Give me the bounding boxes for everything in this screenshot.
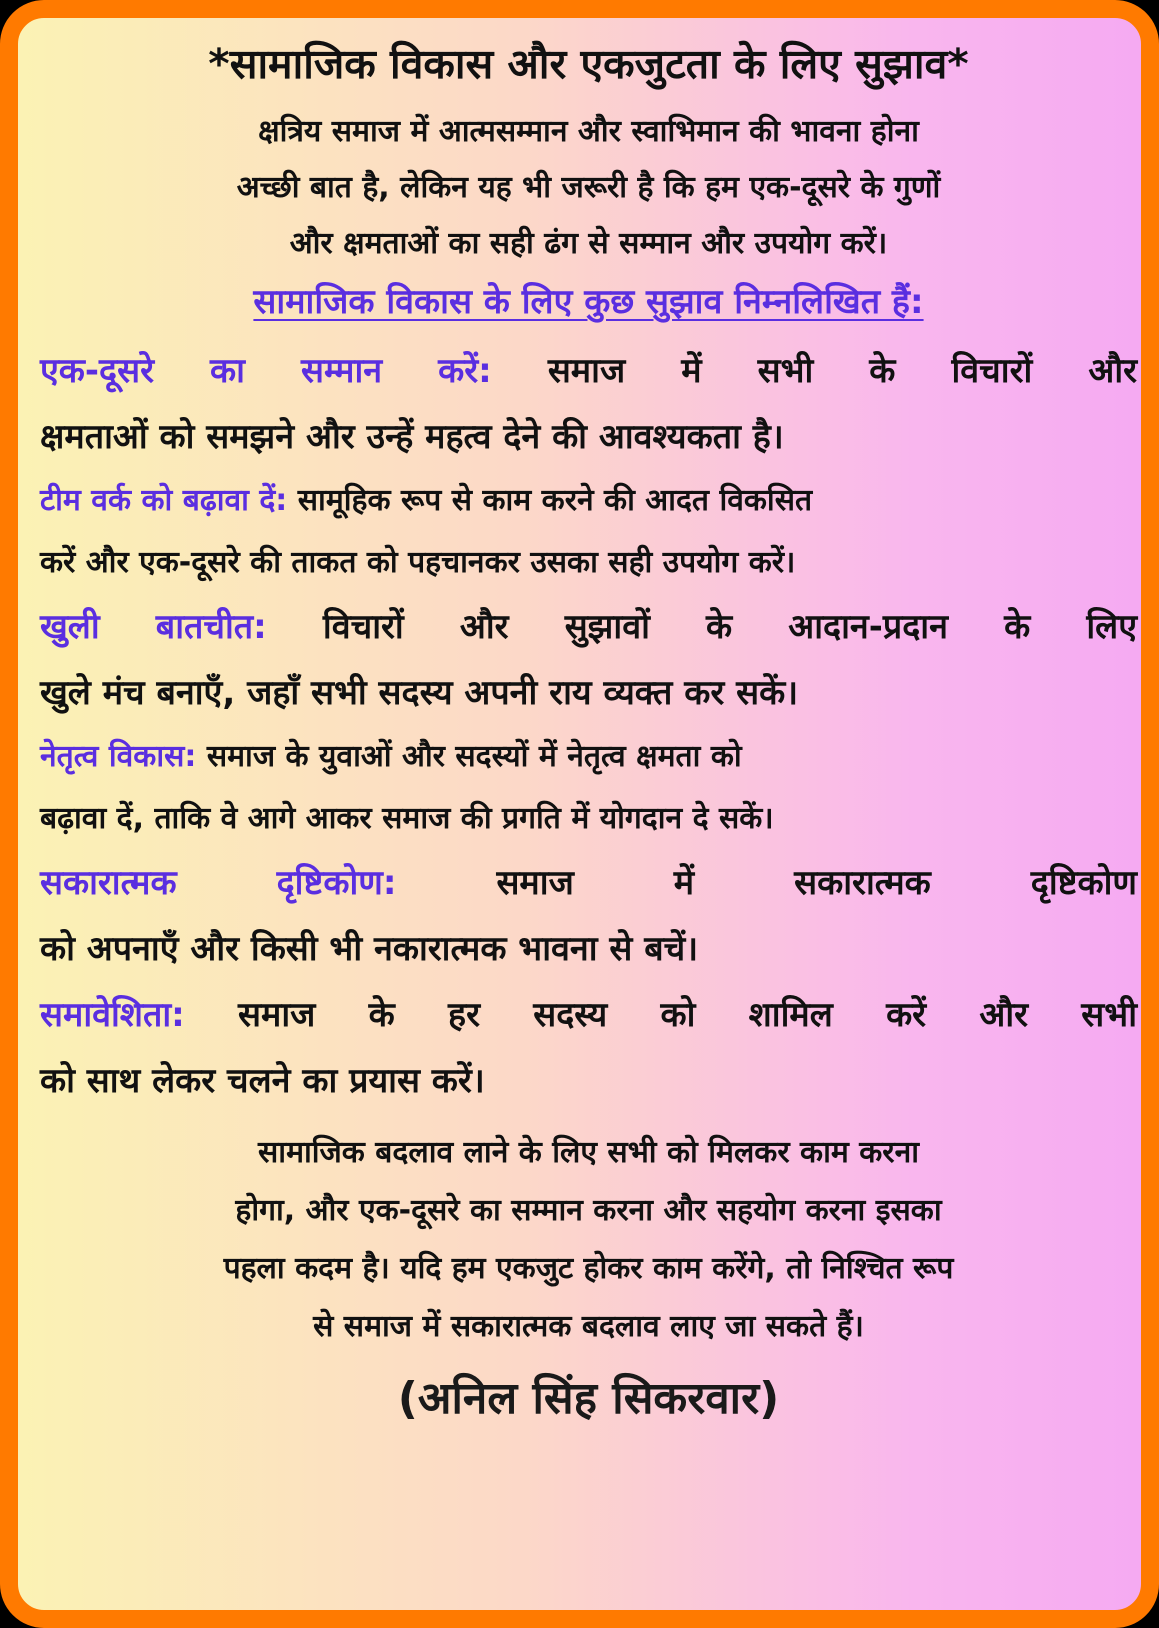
closing-line: होगा, और एक-दूसरे का सम्मान करना और सहयोग करना इसका [235,1193,942,1228]
suggestion-term: समावेशिता: [40,995,185,1035]
intro-line: क्षत्रिय समाज में आत्मसम्मान और स्वाभिमान की भावना होना [258,114,919,149]
suggestion-term: सकारात्मक दृष्टिकोण: [40,863,397,903]
suggestion-text: समाज में सकारात्मक दृष्टिकोण [496,863,1137,903]
closing-line: से समाज में सकारात्मक बदलाव लाए जा सकते हैं। [313,1309,864,1344]
page-title: *सामाजिक विकास और एकजुटता के लिए सुझाव* [208,40,969,88]
intro-line: अच्छी बात है, लेकिन यह भी जरूरी है कि हम एक-दूसरे के गुणों [236,170,941,205]
suggestion-term: खुली बातचीत: [40,607,267,647]
suggestion-leadership [40,726,1137,850]
author-signature: (अनिल सिंह सिकरवार) [397,1373,780,1424]
suggestion-text: समाज के युवाओं और सदस्यों में नेतृत्व क्षमता को [206,739,742,774]
suggestion-line [40,338,1137,404]
suggestion-line: बढ़ावा दें, ताकि वे आगे आकर समाज की प्रगति में योगदान दे सकें। [40,801,774,836]
closing-paragraph [40,1124,1137,1356]
closing-line: सामाजिक बदलाव लाने के लिए सभी को मिलकर काम करना [258,1135,919,1170]
suggestion-term: टीम वर्क को बढ़ावा दें: [40,483,288,518]
suggestion-line [40,470,1137,532]
suggestion-term: नेतृत्व विकास: [40,739,197,774]
suggestion-teamwork [40,470,1137,594]
suggestion-text: समाज में सभी के विचारों और [547,351,1138,391]
suggestion-text: सामूहिक रूप से काम करने की आदत विकसित [297,483,813,518]
suggestion-respect [40,338,1137,470]
suggestion-line: करें और एक-दूसरे की ताकत को पहचानकर उसका सही उपयोग करें। [40,545,796,580]
intro-line: और क्षमताओं का सही ढंग से सम्मान और उपयोग करें। [289,226,888,261]
suggestion-line: खुले मंच बनाएँ, जहाँ सभी सदस्य अपनी राय व्यक्त कर सकें। [40,673,799,713]
suggestion-positive-attitude [40,850,1137,982]
suggestion-line [40,850,1137,916]
suggestion-text: समाज के हर सदस्य को शामिल करें और सभी [238,995,1137,1035]
suggestion-line [40,982,1137,1048]
suggestion-open-dialogue [40,594,1137,726]
intro-paragraph [40,104,1137,272]
suggestion-line: को साथ लेकर चलने का प्रयास करें। [40,1061,485,1101]
poster-content [40,32,1137,1434]
suggestion-line [40,594,1137,660]
suggestion-line: को अपनाएँ और किसी भी नकारात्मक भावना से बचें। [40,929,699,969]
suggestion-text: विचारों और सुझावों के आदान-प्रदान के लिए [322,607,1137,647]
suggestions-subheading: सामाजिक विकास के लिए कुछ सुझाव निम्नलिखित हैं: [253,282,924,322]
suggestion-inclusiveness [40,982,1137,1114]
suggestion-term: एक-दूसरे का सम्मान करें: [40,351,492,391]
suggestion-line [40,726,1137,788]
suggestion-line: क्षमताओं को समझने और उन्हें महत्व देने की आवश्यकता है। [40,417,784,457]
closing-line: पहला कदम है। यदि हम एकजुट होकर काम करेंगे, तो निश्चित रूप [223,1251,954,1286]
